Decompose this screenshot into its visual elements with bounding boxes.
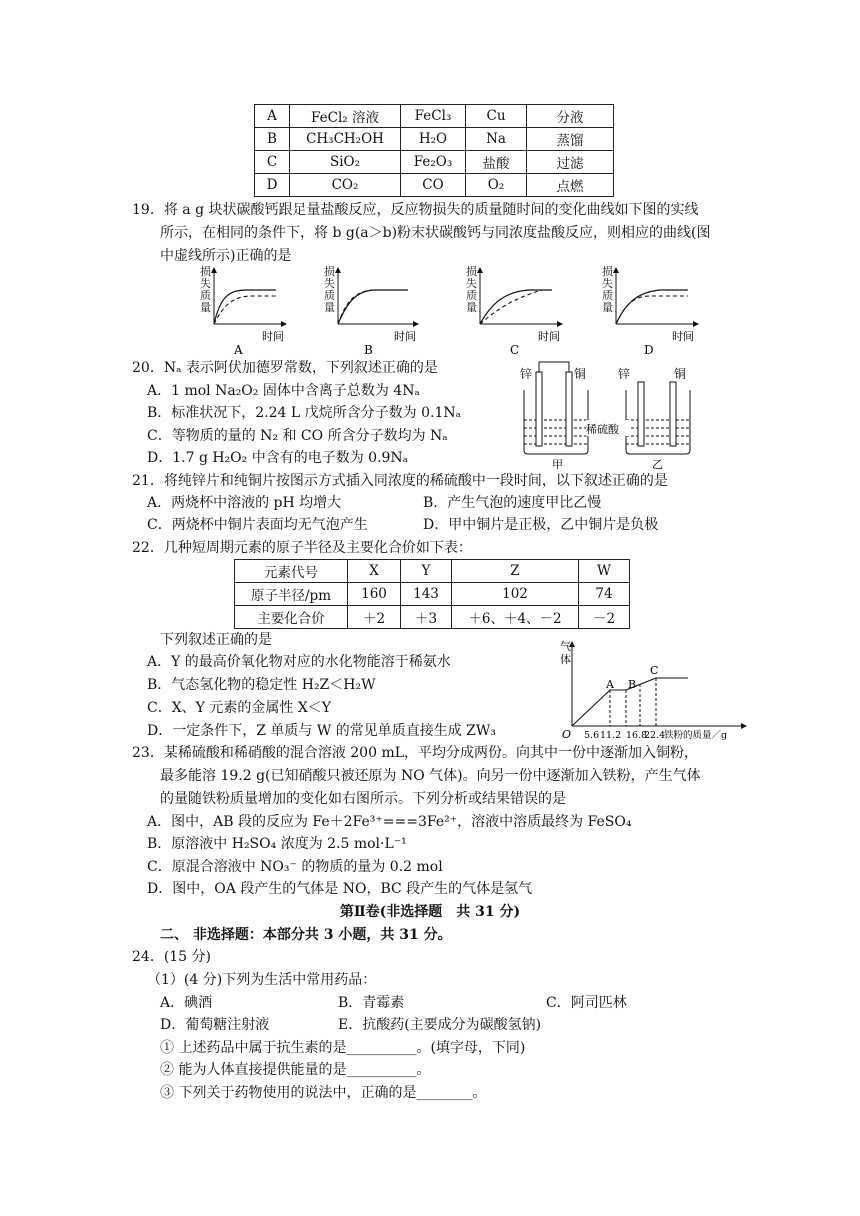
svg-text:质: 质 <box>466 289 477 302</box>
element-table <box>234 559 630 629</box>
point-b-label: B <box>628 678 637 691</box>
copper-label: 铜 <box>674 367 687 381</box>
q19-graphs <box>190 266 710 360</box>
y-label-char: 量 <box>200 301 211 314</box>
q22-lead: 下列叙述正确的是 <box>160 632 272 648</box>
tick-label: 11.2 <box>600 730 622 741</box>
q19-line3: 中虚线所示)正确的是 <box>160 248 292 264</box>
q20-option-d: D．1.7 g H₂O₂ 中含有的电子数为 0.9Nₐ <box>147 450 409 466</box>
y-label-char: 气 <box>560 640 571 653</box>
tick-label: 5.6 <box>584 730 600 741</box>
q20-option-c: C．等物质的量的 N₂ 和 CO 所含分子数均为 Nₐ <box>147 428 448 444</box>
part2-title: 第Ⅱ卷(非选择题 共 31 分) <box>339 904 521 920</box>
q21-option-d: D．甲中铜片是正极，乙中铜片是负极 <box>423 517 659 533</box>
q24-option-b: B．青霉素 <box>338 995 405 1011</box>
q24-blank-3: ③ 下列关于药物使用的说法中，正确的是________。 <box>160 1085 487 1101</box>
q21-option-c: C．两烧杯中铜片表面均无气泡产生 <box>147 517 368 533</box>
table-row: 主要化合价 ＋2 ＋3 ＋6、＋4、－2 －2 <box>235 606 630 629</box>
svg-text:时间: 时间 <box>672 330 694 343</box>
q24-option-d: D．葡萄糖注射液 <box>160 1017 270 1033</box>
q24-option-a: A．碘酒 <box>160 995 213 1011</box>
option-label-a: A <box>234 343 243 357</box>
gas-iron-graph <box>556 638 752 744</box>
svg-text:损: 损 <box>466 266 477 278</box>
q22-stem: 22．几种短周期元素的原子半径及主要化合价如下表： <box>132 540 472 556</box>
q24-blank-2: ② 能为人体直接提供能量的是__________。 <box>160 1062 431 1078</box>
separation-table <box>254 104 614 197</box>
q19-line2: 所示，在相同的条件下，将 b g(a＞b)粉末状碳酸钙与同浓度盐酸反应，则相应的曲线(图 <box>160 225 711 241</box>
svg-text:质: 质 <box>324 289 335 302</box>
acid-label: 稀硫酸 <box>586 423 619 436</box>
point-a-label: A <box>606 678 614 691</box>
part2-heading: 二、 非选择题：本部分共 3 小题，共 31 分。 <box>160 927 452 943</box>
x-label: 时间 <box>262 330 284 343</box>
q22-option-a: A．Y 的最高价氧化物对应的水化物能溶于稀氨水 <box>147 654 451 670</box>
option-label-d: D <box>644 343 654 357</box>
svg-text:失: 失 <box>466 277 477 290</box>
q22-option-d: D．一定条件下，Z 单质与 W 的常见单质直接生成 ZW₃ <box>147 723 496 739</box>
q23-option-d: D．图中，OA 段产生的气体是 NO，BC 段产生的气体是氢气 <box>147 881 533 897</box>
q23-line2: 最多能溶 19.2 g(已知硝酸只被还原为 NO 气体)。向另一份中逐渐加入铁粉，产生气体 <box>160 768 701 784</box>
q21-option-b: B．产生气泡的速度甲比乙慢 <box>423 495 602 511</box>
svg-text:时间: 时间 <box>538 330 560 343</box>
option-label-c: C <box>510 343 520 357</box>
q23-option-a: A．图中，AB 段的反应为 Fe＋2Fe³⁺===3Fe²⁺，溶液中溶质最终为 FeSO₄ <box>147 814 632 830</box>
y-label-char: 体 <box>560 653 571 666</box>
zinc-label: 锌 <box>520 367 533 381</box>
table-row: C SiO₂ Fe₂O₃ 盐酸 过滤 <box>255 151 614 174</box>
graph-a <box>200 266 286 357</box>
y-label-char: 损 <box>200 266 211 278</box>
q23-line3: 的量随铁粉质量增加的变化如右图所示。下列分析或结果错误的是 <box>160 791 566 807</box>
q24-blank-1: ① 上述药品中属于抗生素的是__________。(填字母，下同) <box>160 1040 526 1056</box>
y-label-char: 质 <box>200 289 211 302</box>
q20-option-a: A．1 mol Na₂O₂ 固体中含离子总数为 4Nₐ <box>147 383 420 399</box>
point-c-label: C <box>650 664 659 677</box>
table-row: A FeCl₂ 溶液 FeCl₃ Cu 分液 <box>255 105 614 128</box>
x-axis-label: 铁粉的质量／g <box>664 730 728 741</box>
zinc-label: 锌 <box>618 367 631 381</box>
yi-label: 乙 <box>652 458 663 470</box>
y-label-char: 失 <box>200 277 211 290</box>
origin-label: O <box>562 728 572 741</box>
svg-text:失: 失 <box>324 277 335 290</box>
svg-text:量: 量 <box>466 301 477 314</box>
q19-line1: 19．将 a g 块状碳酸钙跟足量盐酸反应，反应物损失的质量随时间的变化曲线如下图的实线 <box>132 202 699 218</box>
svg-text:失: 失 <box>602 277 613 290</box>
table-row: 元素代号 X Y Z W <box>235 560 630 583</box>
svg-text:损: 损 <box>324 266 335 278</box>
svg-text:时间: 时间 <box>394 330 416 343</box>
svg-text:质: 质 <box>602 289 613 302</box>
tick-label: 22.4 <box>644 730 666 741</box>
q21-stem: 21．将纯锌片和纯铜片按图示方式插入同浓度的稀硫酸中一段时间，以下叙述正确的是 <box>132 473 668 489</box>
svg-text:量: 量 <box>602 301 613 314</box>
q24-head: 24．(15 分) <box>132 949 212 965</box>
graph-c <box>466 266 562 357</box>
svg-text:损: 损 <box>602 266 613 278</box>
copper-label: 铜 <box>574 367 587 381</box>
q24-option-e: E．抗酸药(主要成分为碳酸氢钠) <box>338 1017 542 1033</box>
q24-sub1: （1）(4 分)下列为生活中常用药品： <box>147 972 377 988</box>
graph-d <box>602 266 698 357</box>
q24-option-c: C．阿司匹林 <box>546 995 627 1011</box>
q22-option-b: B．气态氢化物的稳定性 H₂Z＜H₂W <box>147 677 376 693</box>
q20-stem: 20．Nₐ 表示阿伏加德罗常数，下列叙述正确的是 <box>132 360 438 376</box>
jia-label: 甲 <box>552 458 563 470</box>
q21-option-a: A．两烧杯中溶液的 pH 均增大 <box>147 495 342 511</box>
q22-option-c: C．X、Y 元素的金属性 X＜Y <box>147 700 332 716</box>
beaker-yi <box>626 382 690 470</box>
table-row: 原子半径/pm 160 143 102 74 <box>235 583 630 606</box>
beakers-diagram <box>514 358 710 470</box>
tick-label: 16.8 <box>626 730 648 741</box>
option-label-b: B <box>364 343 373 357</box>
table-row: B CH₃CH₂OH H₂O Na 蒸馏 <box>255 128 614 151</box>
q23-option-c: C．原混合溶液中 NO₃⁻ 的物质的量为 0.2 mol <box>147 859 443 875</box>
graph-b <box>324 266 418 357</box>
svg-text:量: 量 <box>324 301 335 314</box>
q23-option-b: B．原溶液中 H₂SO₄ 浓度为 2.5 mol·L⁻¹ <box>147 836 407 852</box>
q23-line1: 23．某稀硫酸和稀硝酸的混合溶液 200 mL，平均分成两份。向其中一份中逐渐加入铜粉， <box>132 745 699 761</box>
table-row: D CO₂ CO O₂ 点燃 <box>255 174 614 197</box>
q20-option-b: B．标准状况下，2.24 L 戊烷所含分子数为 0.1Nₐ <box>147 405 462 421</box>
